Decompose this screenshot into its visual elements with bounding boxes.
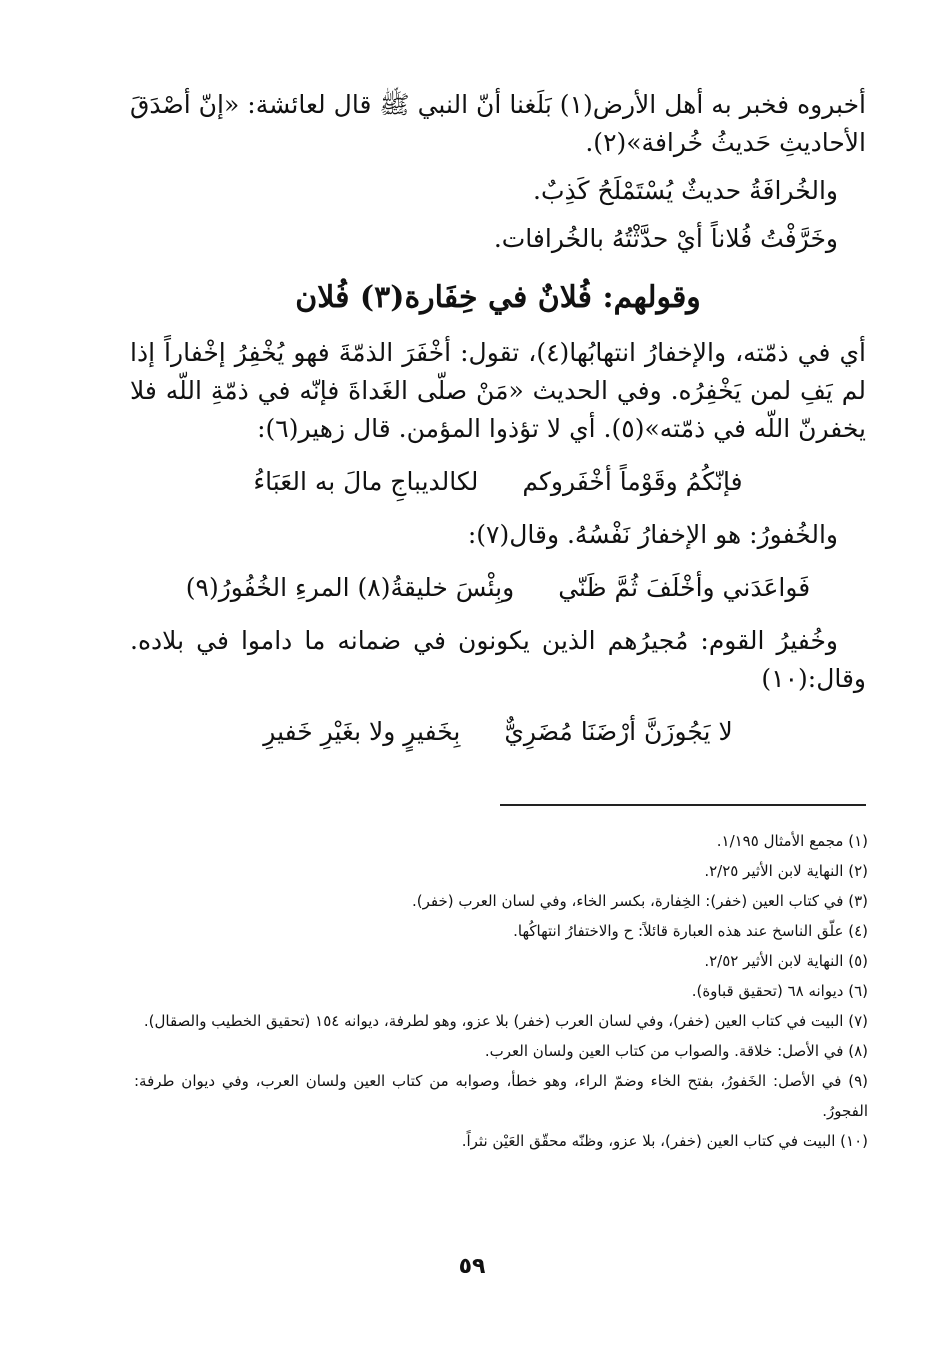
footnote: (٢) النهاية لابن الأثير ٢/٢٥. [704, 862, 868, 880]
verse-2-second-hemistich: وبِئْسَ خليقةُ(٨) المرءِ الخُفُورُ(٩) [185, 573, 515, 602]
footnote: (٣) في كتاب العين (خفر): الخِفارة، بكسر الخاء، وفي لسان العرب (خفر). [411, 892, 868, 910]
footnote: (٥) النهاية لابن الأثير ٢/٥٢. [704, 952, 868, 970]
paragraph-5: والخُفورُ: هو الإخفارُ نَفْسُهُ. وقال(٧): [467, 520, 838, 549]
footnote: (٤) علّق الناسخ عند هذه العبارة قائلاً: ح والاختفارُ انتهاكُها. [513, 922, 868, 940]
footnote: (١) مجمع الأمثال ١/١٩٥. [716, 832, 868, 850]
verse-3-first-hemistich: لا يَجُوزَنَّ أرْضَنَا مُضَرِيٌّ [504, 717, 733, 746]
verse-3 [130, 712, 866, 752]
page-number: ٥٩ [458, 1254, 486, 1279]
verse-2-first-hemistich: فَواعَدَني وأخْلَفَ ثُمَّ ظَنّي [558, 573, 811, 602]
footnote: (٦) ديوانه ٦٨ (تحقيق قباوة). [691, 982, 868, 1000]
footnote: (١٠) البيت في كتاب العين (خفر)، بلا عزو، وظنّه محقّق العَيْن نثراً. [461, 1132, 868, 1150]
footnote: (٩) في الأصل: الخَفورُ، بفتح الخاء وضمّ الراء، وهو خطأ، وصوابه من كتاب العين ولسان العرب، وفي ديوان طرفة: الفجورُ. [134, 1072, 868, 1120]
paragraph-3: وخَرَّفْتُ فُلاناً أيْ حدَّثْتُهُ بالخُرافات. [493, 224, 838, 253]
paragraph-6: وخُفيرُ القوم: مُجيرُهم الذين يكونون في ضمانه ما داموا في بلاده. وقال:(١٠) [130, 626, 866, 693]
paragraph-1: أخبروه فخبر به أهل الأرض(١) بَلَغنا أنّ النبي ﷺ قال لعائشة: «إنّ أصْدَقَ الأحاديثِ حَديثُ خُرافة»(٢). [130, 90, 866, 157]
verse-1-first-hemistich: فإنّكُمُ وقَوْماً أخْفَروكم [522, 467, 743, 496]
footnote: (٧) البيت في كتاب العين (خفر)، وفي لسان العرب (خفر) بلا عزو، وهو لطرفة، ديوانه ١٥٤ (تحقيق الخطيب والصقال). [143, 1012, 868, 1030]
main-text [130, 86, 866, 766]
section-heading: وقولهم: فُلانٌ في خِفَارة(٣) فُلان [295, 280, 701, 315]
verse-1 [130, 462, 866, 502]
paragraph-2: والخُرافَةُ حديثٌ يُسْتَمْلَحُ كَذِبٌ. [533, 176, 838, 205]
footnote: (٨) في الأصل: خلاقة. والصواب من كتاب العين ولسان العرب. [484, 1042, 868, 1060]
footnote-divider [500, 804, 866, 806]
footnotes [134, 826, 868, 1156]
verse-2 [130, 568, 866, 608]
verse-3-second-hemistich: بِخَفيرٍ ولا بغَيْرِ خَفيرِ [263, 717, 461, 746]
verse-1-second-hemistich: لكالديباجِ مالَ به العَبَاءُ [253, 467, 479, 496]
paragraph-4: أي في ذمّته، والإخفارُ انتهابُها(٤)، تقول: أخْفَرَ الذمّةَ فهو يُخْفِرُ إخْفاراً إذا لم يَفِ لمن يَخْفِرُه. وفي الحديث «مَنْ صلّى الغَداةَ فإنّه في ذمّةِ اللّه فلا يخفرنّ اللّه في ذمّته»(٥). أي لا تؤذوا المؤمن. قال زهير(٦): [130, 338, 866, 443]
